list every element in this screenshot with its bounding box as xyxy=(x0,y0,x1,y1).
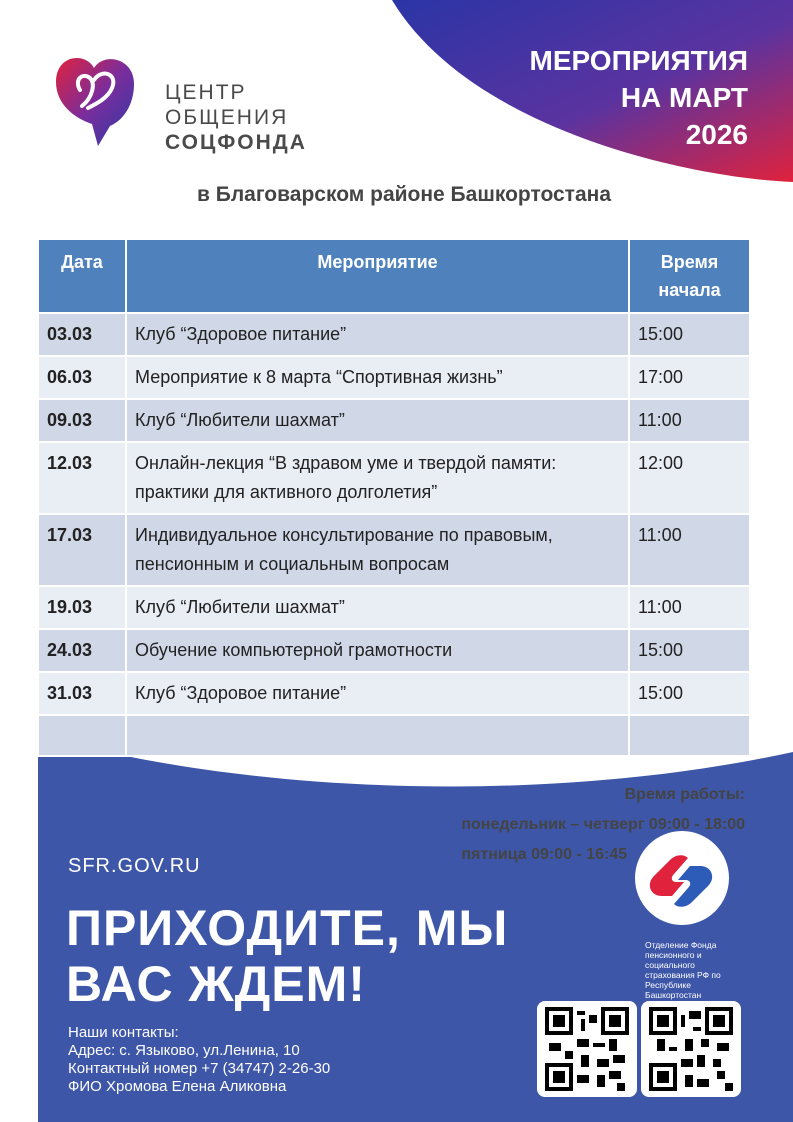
qr-code-icon xyxy=(545,1007,629,1091)
qr-code-icon xyxy=(649,1007,733,1091)
contacts-block xyxy=(68,1024,330,1096)
row-date: 09.03 xyxy=(38,399,126,442)
row-date: 06.03 xyxy=(38,356,126,399)
row-event: Мероприятие к 8 марта “Спортивная жизнь” xyxy=(126,356,629,399)
table-row-empty xyxy=(38,715,750,756)
logo-line-1: ЦЕНТР xyxy=(165,81,247,104)
table-row xyxy=(38,629,750,672)
slogan-line-1: ПРИХОДИТЕ, МЫ xyxy=(66,900,509,956)
row-date: 24.03 xyxy=(38,629,126,672)
slogan-line-2: ВАС ЖДЕМ! xyxy=(66,956,366,1012)
row-event: Клуб “Здоровое питание” xyxy=(126,672,629,715)
row-event: Обучение компьютерной грамотности xyxy=(126,629,629,672)
row-time: 11:00 xyxy=(629,514,750,586)
row-time: 17:00 xyxy=(629,356,750,399)
table-row xyxy=(38,399,750,442)
logo-wordmark xyxy=(165,80,307,155)
organization-name: Отделение Фонда пенсионного и социального страхования РФ по Республике Башкортостан xyxy=(645,940,721,1000)
headline-line-3: 2026 xyxy=(685,119,748,150)
row-date: 31.03 xyxy=(38,672,126,715)
row-event: Клуб “Здоровое питание” xyxy=(126,313,629,356)
events-table xyxy=(37,238,751,757)
row-date xyxy=(38,715,126,756)
qr-code-left xyxy=(537,1001,637,1097)
table-header-row xyxy=(38,239,750,313)
headline-line-2: НА МАРТ xyxy=(620,82,748,113)
row-time: 11:00 xyxy=(629,586,750,629)
table-row xyxy=(38,313,750,356)
table-row xyxy=(38,514,750,586)
column-header-date: Дата xyxy=(38,239,126,313)
page-headline xyxy=(530,42,749,153)
page-subtitle: в Благоварском районе Башкортостана xyxy=(196,183,612,206)
contacts-address: Адрес: с. Языково, ул.Ленина, 10 xyxy=(68,1042,300,1059)
row-time: 15:00 xyxy=(629,313,750,356)
row-date: 17.03 xyxy=(38,514,126,586)
contacts-title: Наши контакты: xyxy=(68,1024,179,1041)
row-time: 15:00 xyxy=(629,672,750,715)
row-time: 12:00 xyxy=(629,442,750,514)
heart-chat-logo-icon xyxy=(52,50,136,150)
column-header-time: Время начала xyxy=(629,239,750,313)
table-row xyxy=(38,672,750,715)
row-event: Онлайн-лекция “В здравом уме и твердой памяти: практики для активного долголетия” xyxy=(126,442,629,514)
row-time xyxy=(629,715,750,756)
row-date: 03.03 xyxy=(38,313,126,356)
headline-line-1: МЕРОПРИЯТИЯ xyxy=(529,45,748,76)
row-event: Индивидуальное консультирование по правовым, пенсионным и социальным вопросам xyxy=(126,514,629,586)
working-hours-title: Время работы: xyxy=(624,786,745,803)
sfr-logo-icon xyxy=(640,840,722,922)
column-header-event: Мероприятие xyxy=(126,239,629,313)
logo-line-2: ОБЩЕНИЯ xyxy=(165,106,289,129)
working-hours-friday: пятница 09:00 - 16:45 xyxy=(461,846,628,863)
row-event xyxy=(126,715,629,756)
row-date: 12.03 xyxy=(38,442,126,514)
contacts-person: ФИО Хромова Елена Аликовна xyxy=(68,1078,287,1095)
table-row xyxy=(38,356,750,399)
working-hours-weekdays: понедельник – четверг 09:00 - 18:00 xyxy=(461,816,745,833)
table-row xyxy=(38,586,750,629)
row-time: 11:00 xyxy=(629,399,750,442)
row-date: 19.03 xyxy=(38,586,126,629)
website-link[interactable]: SFR.GOV.RU xyxy=(68,855,201,877)
row-time: 15:00 xyxy=(629,629,750,672)
qr-code-right xyxy=(641,1001,741,1097)
slogan xyxy=(66,900,508,1012)
row-event: Клуб “Любители шахмат” xyxy=(126,586,629,629)
logo-line-3: СОЦФОНДА xyxy=(165,131,307,154)
contacts-phone: Контактный номер +7 (34747) 2-26-30 xyxy=(68,1060,331,1077)
row-event: Клуб “Любители шахмат” xyxy=(126,399,629,442)
table-row xyxy=(38,442,750,514)
